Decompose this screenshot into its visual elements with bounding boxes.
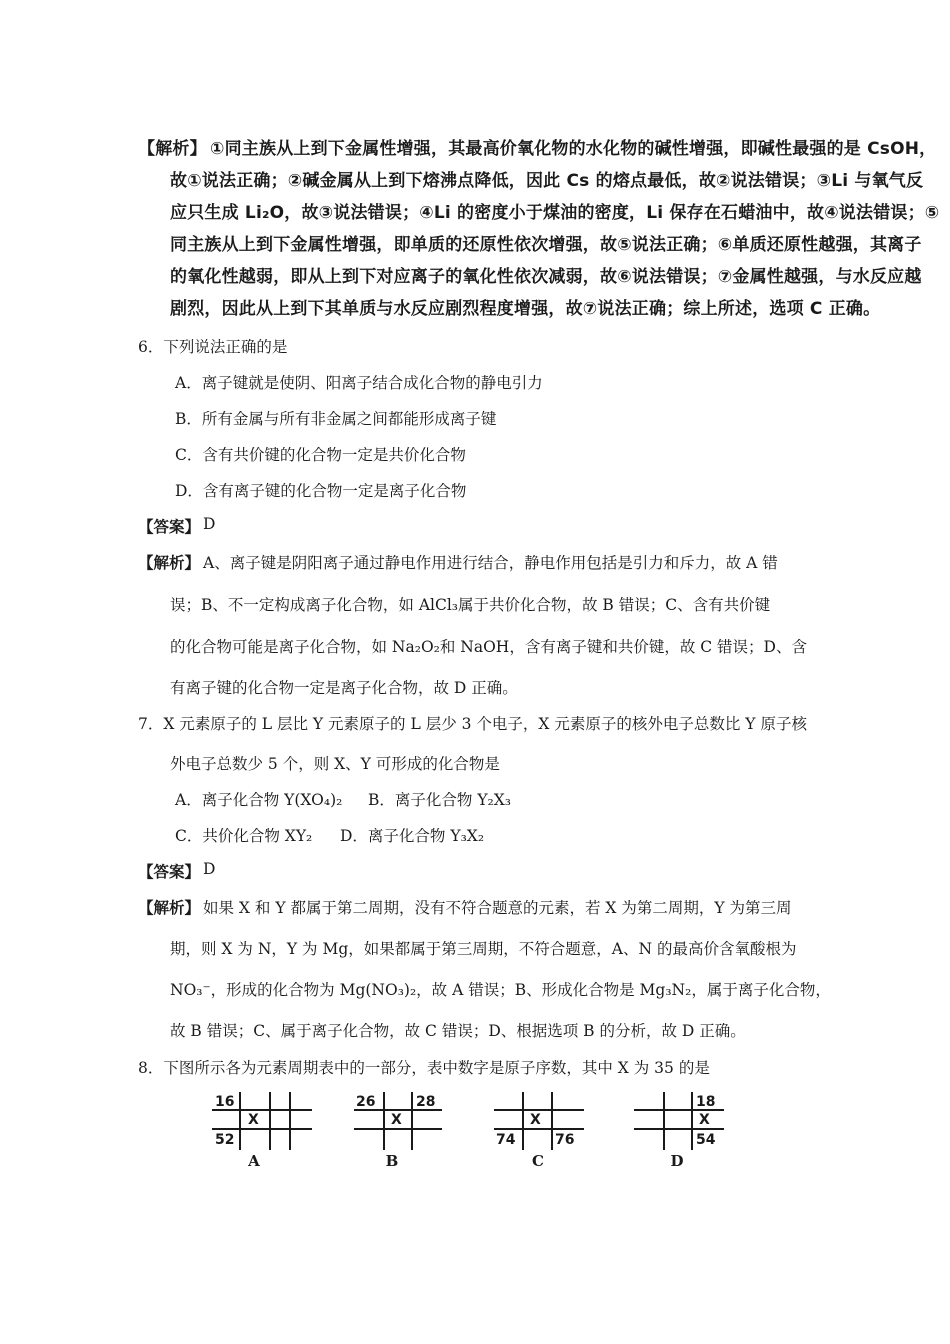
question-stem: 7．X 元素原子的 L 层比 Y 元素原子的 L 层少 3 个电子，X 元素原子的核外电子总数比 Y 原子核: [138, 715, 807, 733]
option-a: A．离子化合物 Y(XO₄)₂: [175, 791, 343, 809]
fragment-label-a: A: [248, 1152, 260, 1170]
analysis-label: 【解析】: [138, 898, 201, 917]
option-b: B．所有金属与所有非金属之间都能形成离子键: [175, 410, 497, 428]
analysis-line: 应只生成 Li₂O，故③说法错误；④Li 的密度小于煤油的密度，Li 保存在石蜡油中，故④说法错误；⑤: [170, 203, 940, 223]
answer-value: D: [203, 860, 216, 878]
analysis-line: 的氧化性越弱，即从上到下对应离子的氧化性依次减弱，故⑥说法错误；⑦金属性越强，与水反应越: [170, 267, 922, 287]
cell-atomic-number: 26: [356, 1094, 376, 1110]
analysis-line: ①同主族从上到下金属性增强，其最高价氧化物的水化物的碱性增强，即碱性最强的是 CsOH，: [210, 139, 937, 159]
cell-x: X: [248, 1112, 259, 1128]
option-d: D．含有离子键的化合物一定是离子化合物: [175, 482, 467, 500]
option-c: C．含有共价键的化合物一定是共价化合物: [175, 446, 466, 464]
cell-atomic-number: 28: [416, 1094, 436, 1110]
analysis-line: 期，则 X 为 N，Y 为 Mg，如果都属于第三周期，不符合题意，A、N 的最高价含氧酸根为: [170, 940, 797, 958]
cell-atomic-number: 54: [696, 1132, 716, 1148]
analysis-line: 误；B、不一定构成离子化合物，如 AlCl₃属于共价化合物，故 B 错误；C、含有共价键: [170, 596, 771, 614]
analysis-label: 【解析】: [138, 139, 207, 159]
question-stem: 外电子总数少 5 个，则 X、Y 可形成的化合物是: [170, 755, 500, 773]
analysis-label: 【解析】: [138, 553, 201, 572]
answer-value: D: [203, 515, 216, 533]
analysis-line: NO₃⁻，形成的化合物为 Mg(NO₃)₂，故 A 错误；B、形成化合物是 Mg₃N₂，属于离子化合物，: [170, 981, 831, 999]
analysis-line: 有离子键的化合物一定是离子化合物，故 D 正确。: [170, 679, 518, 697]
fragment-label-d: D: [670, 1152, 684, 1170]
cell-atomic-number: 76: [555, 1132, 575, 1148]
analysis-line: 的化合物可能是离子化合物，如 Na₂O₂和 NaOH，含有离子键和共价键，故 C 错误；D、含: [170, 638, 807, 656]
option-d: D．离子化合物 Y₃X₂: [340, 827, 485, 845]
answer-label: 【答案】: [138, 862, 201, 881]
option-a: A．离子键就是使阴、阳离子结合成化合物的静电引力: [175, 374, 543, 392]
option-c: C．共价化合物 XY₂: [175, 827, 313, 845]
cell-atomic-number: 16: [215, 1094, 235, 1110]
cell-atomic-number: 52: [215, 1132, 235, 1148]
analysis-line: A、离子键是阴阳离子通过静电作用进行结合，静电作用包括是引力和斥力，故 A 错: [203, 554, 778, 572]
cell-atomic-number: 18: [696, 1094, 716, 1110]
question-stem: 6．下列说法正确的是: [138, 338, 288, 356]
analysis-line: 故 B 错误；C、属于离子化合物，故 C 错误；D、根据选项 B 的分析，故 D 正确。: [170, 1022, 746, 1040]
table-fragment-b: [354, 1092, 454, 1150]
fragment-grid: [634, 1092, 734, 1150]
fragment-label-b: B: [385, 1152, 399, 1170]
cell-x: X: [699, 1112, 710, 1128]
option-b: B．离子化合物 Y₂X₃: [368, 791, 512, 809]
analysis-line: 同主族从上到下金属性增强，即单质的还原性依次增强，故⑤说法正确；⑥单质还原性越强，其离子: [170, 235, 922, 255]
fragment-label-c: C: [532, 1152, 544, 1170]
answer-label: 【答案】: [138, 517, 201, 536]
analysis-line: 如果 X 和 Y 都属于第二周期，没有不符合题意的元素，若 X 为第二周期，Y 为第三周: [203, 899, 792, 917]
question-stem: 8．下图所示各为元素周期表中的一部分，表中数字是原子序数，其中 X 为 35 的是: [138, 1059, 710, 1077]
table-fragment-d: [634, 1092, 734, 1150]
analysis-line: 故①说法正确；②碱金属从上到下熔沸点降低，因此 Cs 的熔点最低，故②说法错误；③Li 与氧气反: [170, 171, 924, 191]
analysis-line: 剧烈，因此从上到下其单质与水反应剧烈程度增强，故⑦说法正确；综上所述，选项 C 正确。: [170, 299, 881, 319]
cell-atomic-number: 74: [496, 1132, 516, 1148]
cell-x: X: [530, 1112, 541, 1128]
cell-x: X: [391, 1112, 402, 1128]
table-fragment-c: [494, 1092, 594, 1150]
table-fragment-a: [212, 1092, 312, 1150]
